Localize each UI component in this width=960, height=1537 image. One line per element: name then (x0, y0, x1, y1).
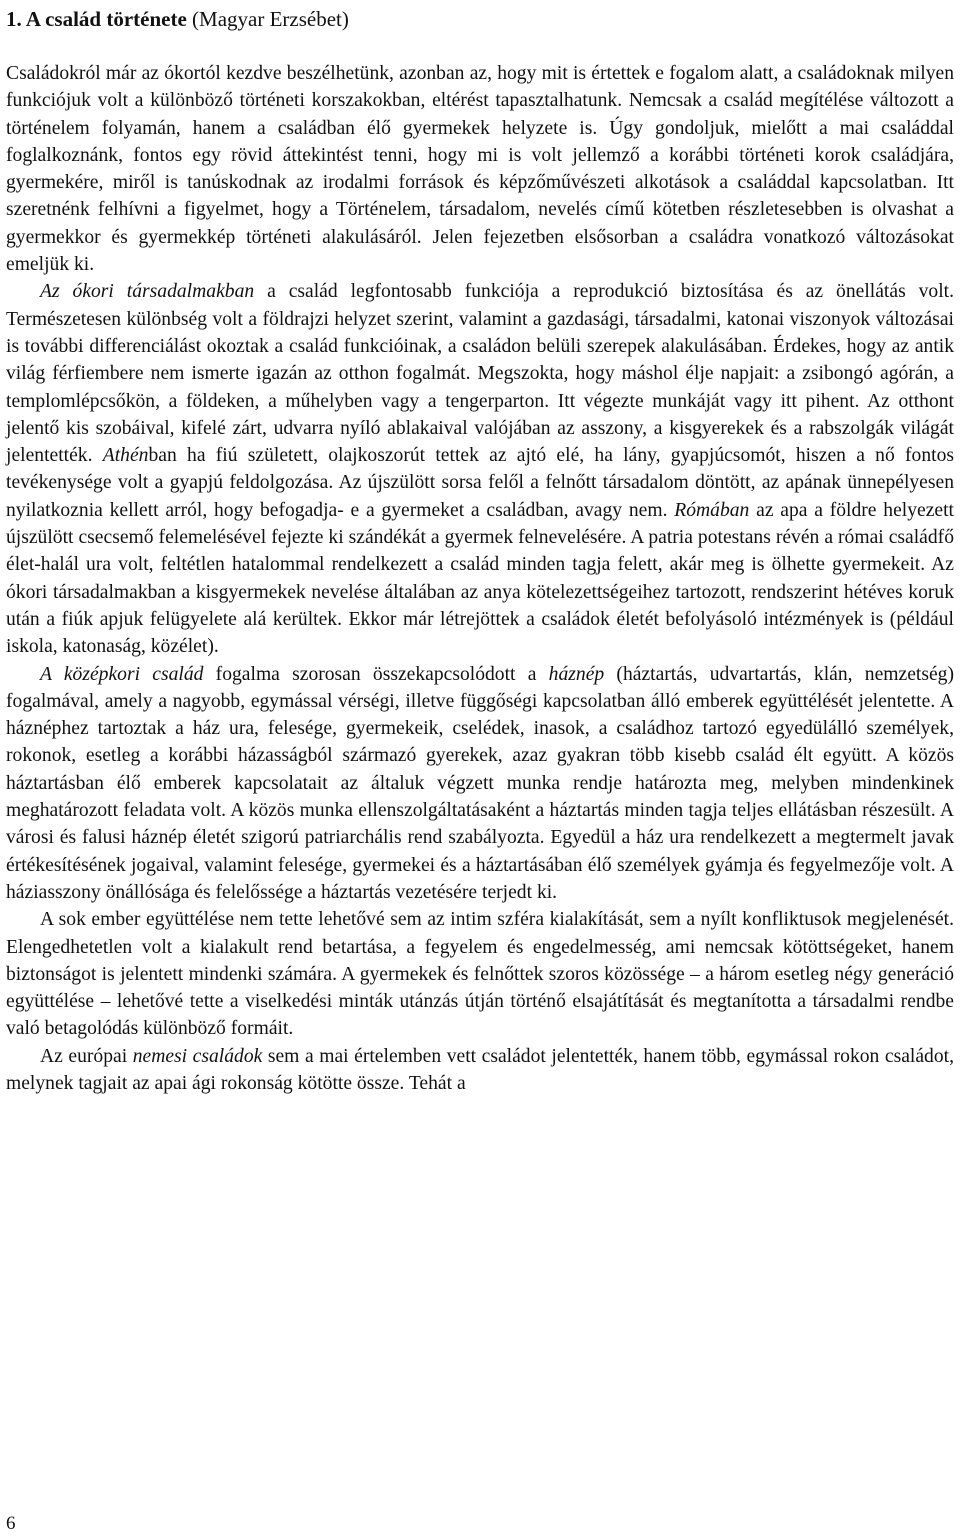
paragraph (6, 1043, 954, 1098)
emphasized-text: Az ókori társadalmakban (40, 281, 255, 303)
paragraph-text: (háztartás, udvartartás, klán, nemzetség) fogalmával, amely a nagyobb, egymással vérségi, illetve függőségi kapcsolatban álló emberek együttélését jelentette. A háznéphez tartoztak a ház ura, felesége, gyermekeik, cselédek, inasok, a családhoz tartozó egyedülálló személyek, rokonok, esetleg a korábbi házasságból származó gyerekek, azaz gyakran több kisebb család élt együtt. A közös háztartásban élő emberek kapcsolatait az általuk végzett munka rendje határozta meg, melyben mindenkinek meghatározott feladata volt. A közös munka ellenszolgáltatásaként a háztartás minden tagja teljes ellátásban részesült. A városi és falusi háznép életét szigorú patriarchális rend szabályozta. Egyedül a ház ura rendelkezett a megtermelt javak értékesítésének jogaival, valamint felesége, gyermekei és a háztartásában élő személyek gyámja és fegyelmezője volt. A háziasszony önállósága és felelőssége a háztartás vezetésére terjedt ki. (6, 663, 954, 903)
emphasized-text: Athén (102, 445, 149, 467)
chapter-author: (Magyar Erzsébet) (186, 7, 349, 31)
paragraph-text: A sok ember együttélése nem tette lehetővé sem az intim szféra kialakítását, sem a nyílt konfliktusok megjelenését. Elengedhetetlen volt a kialakult rend betartása, a fegyelem és engedelmesség, ami nemcsak kötöttségeket, hanem biztonságot is jelentett mindenki számára. A gyermekek és felnőttek szoros közössége – a három esetleg négy generáció együttélése – lehetővé tette a viselkedési minták utánzás útján történő elsajátítását és megtanította a társadalmi rendbe való betagolódás különböző formáit. (6, 909, 954, 1040)
paragraph-text: az apa a földre helyezett újszülött csecsemő felemelésével fejezte ki szándékát a gyermek felnevelésére. A patria potestans révén a római családfő élet-halál ura volt, feltétlen hatalommal rendelkezett a család minden tagja felett, akár meg is ölhette gyermekeit. Az ókori társadalmakban a kisgyermekek nevelése általában az anya kötelezettségeihez tartozott, rendszerint hétéves koruk után a fiúk apjuk felügyelete alá kerültek. Ekkor már létrejöttek a családok életét befolyásoló intézmények is (például iskola, katonaság, közélet). (6, 499, 954, 658)
chapter-heading (6, 0, 954, 32)
emphasized-text: Rómában (674, 499, 750, 521)
paragraph-text: fogalma szorosan összekapcsolódott a (203, 663, 549, 685)
page-number: 6 (6, 1513, 16, 1534)
document-page (6, 0, 954, 1097)
paragraph (6, 278, 954, 660)
paragraph-text: sem a mai értelemben vett családot jelentették, hanem több, egymással rokon családot, melynek tagjait az apai ági rokonság kötötte össze. Tehát a (6, 1045, 954, 1094)
paragraph-text: Családokról már az ókortól kezdve beszélhetünk, azonban az, hogy mit is értettek e fogalom alatt, a családoknak milyen funkciójuk volt a különböző történeti korszakokban, eltérést tapasztalhatunk. Nemcsak a család megítélése változott a történelem folyamán, hanem a családban élő gyermekek helyzete is. Úgy gondoljuk, mielőtt a mai családdal foglalkoznánk, fontos egy rövid áttekintést tenni, hogy mi is volt jellemző a korábbi történeti korok családjára, gyermekére, miről is tanúskodnak az irodalmi források és képzőművészeti alkotások a családdal kapcsolatban. Itt szeretnénk felhívni a figyelmet, hogy a Történelem, társadalom, nevelés című kötetben részletesebben is olvashat a gyermekkor és gyermekkép történeti alakulásáról. Jelen fejezetben elsősorban a családra vonatkozó változásokat emeljük ki. (6, 63, 954, 276)
chapter-title: 1. A család története (6, 7, 187, 31)
paragraph (6, 906, 954, 1042)
chapter-body (6, 60, 954, 1097)
paragraph (6, 661, 954, 907)
paragraph-text: ban ha fiú született, olajkoszorút tettek az ajtó elé, ha lány, gyapjúcsomót, hiszen a nő fontos tevékenysége volt a gyapjú feldolgozása. Az újszülött sorsa felől a felnőtt társadalom döntött, az apának ünnepélyesen nyilatkoznia kellett arról, hogy befogadja- e a gyermeket a családban, avagy nem. (6, 445, 954, 521)
paragraph-text: a család legfontosabb funkciója a reprodukció biztosítása és az önellátás volt. Természetesen különbség volt a földrajzi helyzet szerint, valamint a gazdasági, társadalmi, katonai viszonyok változásai is további differenciálást okoztak a család funkcióinak, a családon belüli szerepek alakulásában. Érdekes, hogy az antik világ férfiembere nem ismerte igazán az otthon fogalmát. Megszokta, hogy máshol élje napjait: a zsibongó agórán, a templomlépcsőkön, a földeken, a műhelyben vagy a tengerparton. Itt végezte munkáját vagy itt pihent. Az otthont jelentő kis szobáival, kifelé zárt, udvarra nyíló ablakaival valójában az asszony, a kisgyerekek és a rabszolgák világát jelentették. (6, 281, 954, 467)
emphasized-text: A középkori család (40, 663, 204, 685)
paragraph-text: Az európai (40, 1045, 133, 1067)
emphasized-text: nemesi családok (132, 1045, 263, 1067)
emphasized-text: háznép (548, 663, 605, 685)
paragraph (6, 60, 954, 278)
